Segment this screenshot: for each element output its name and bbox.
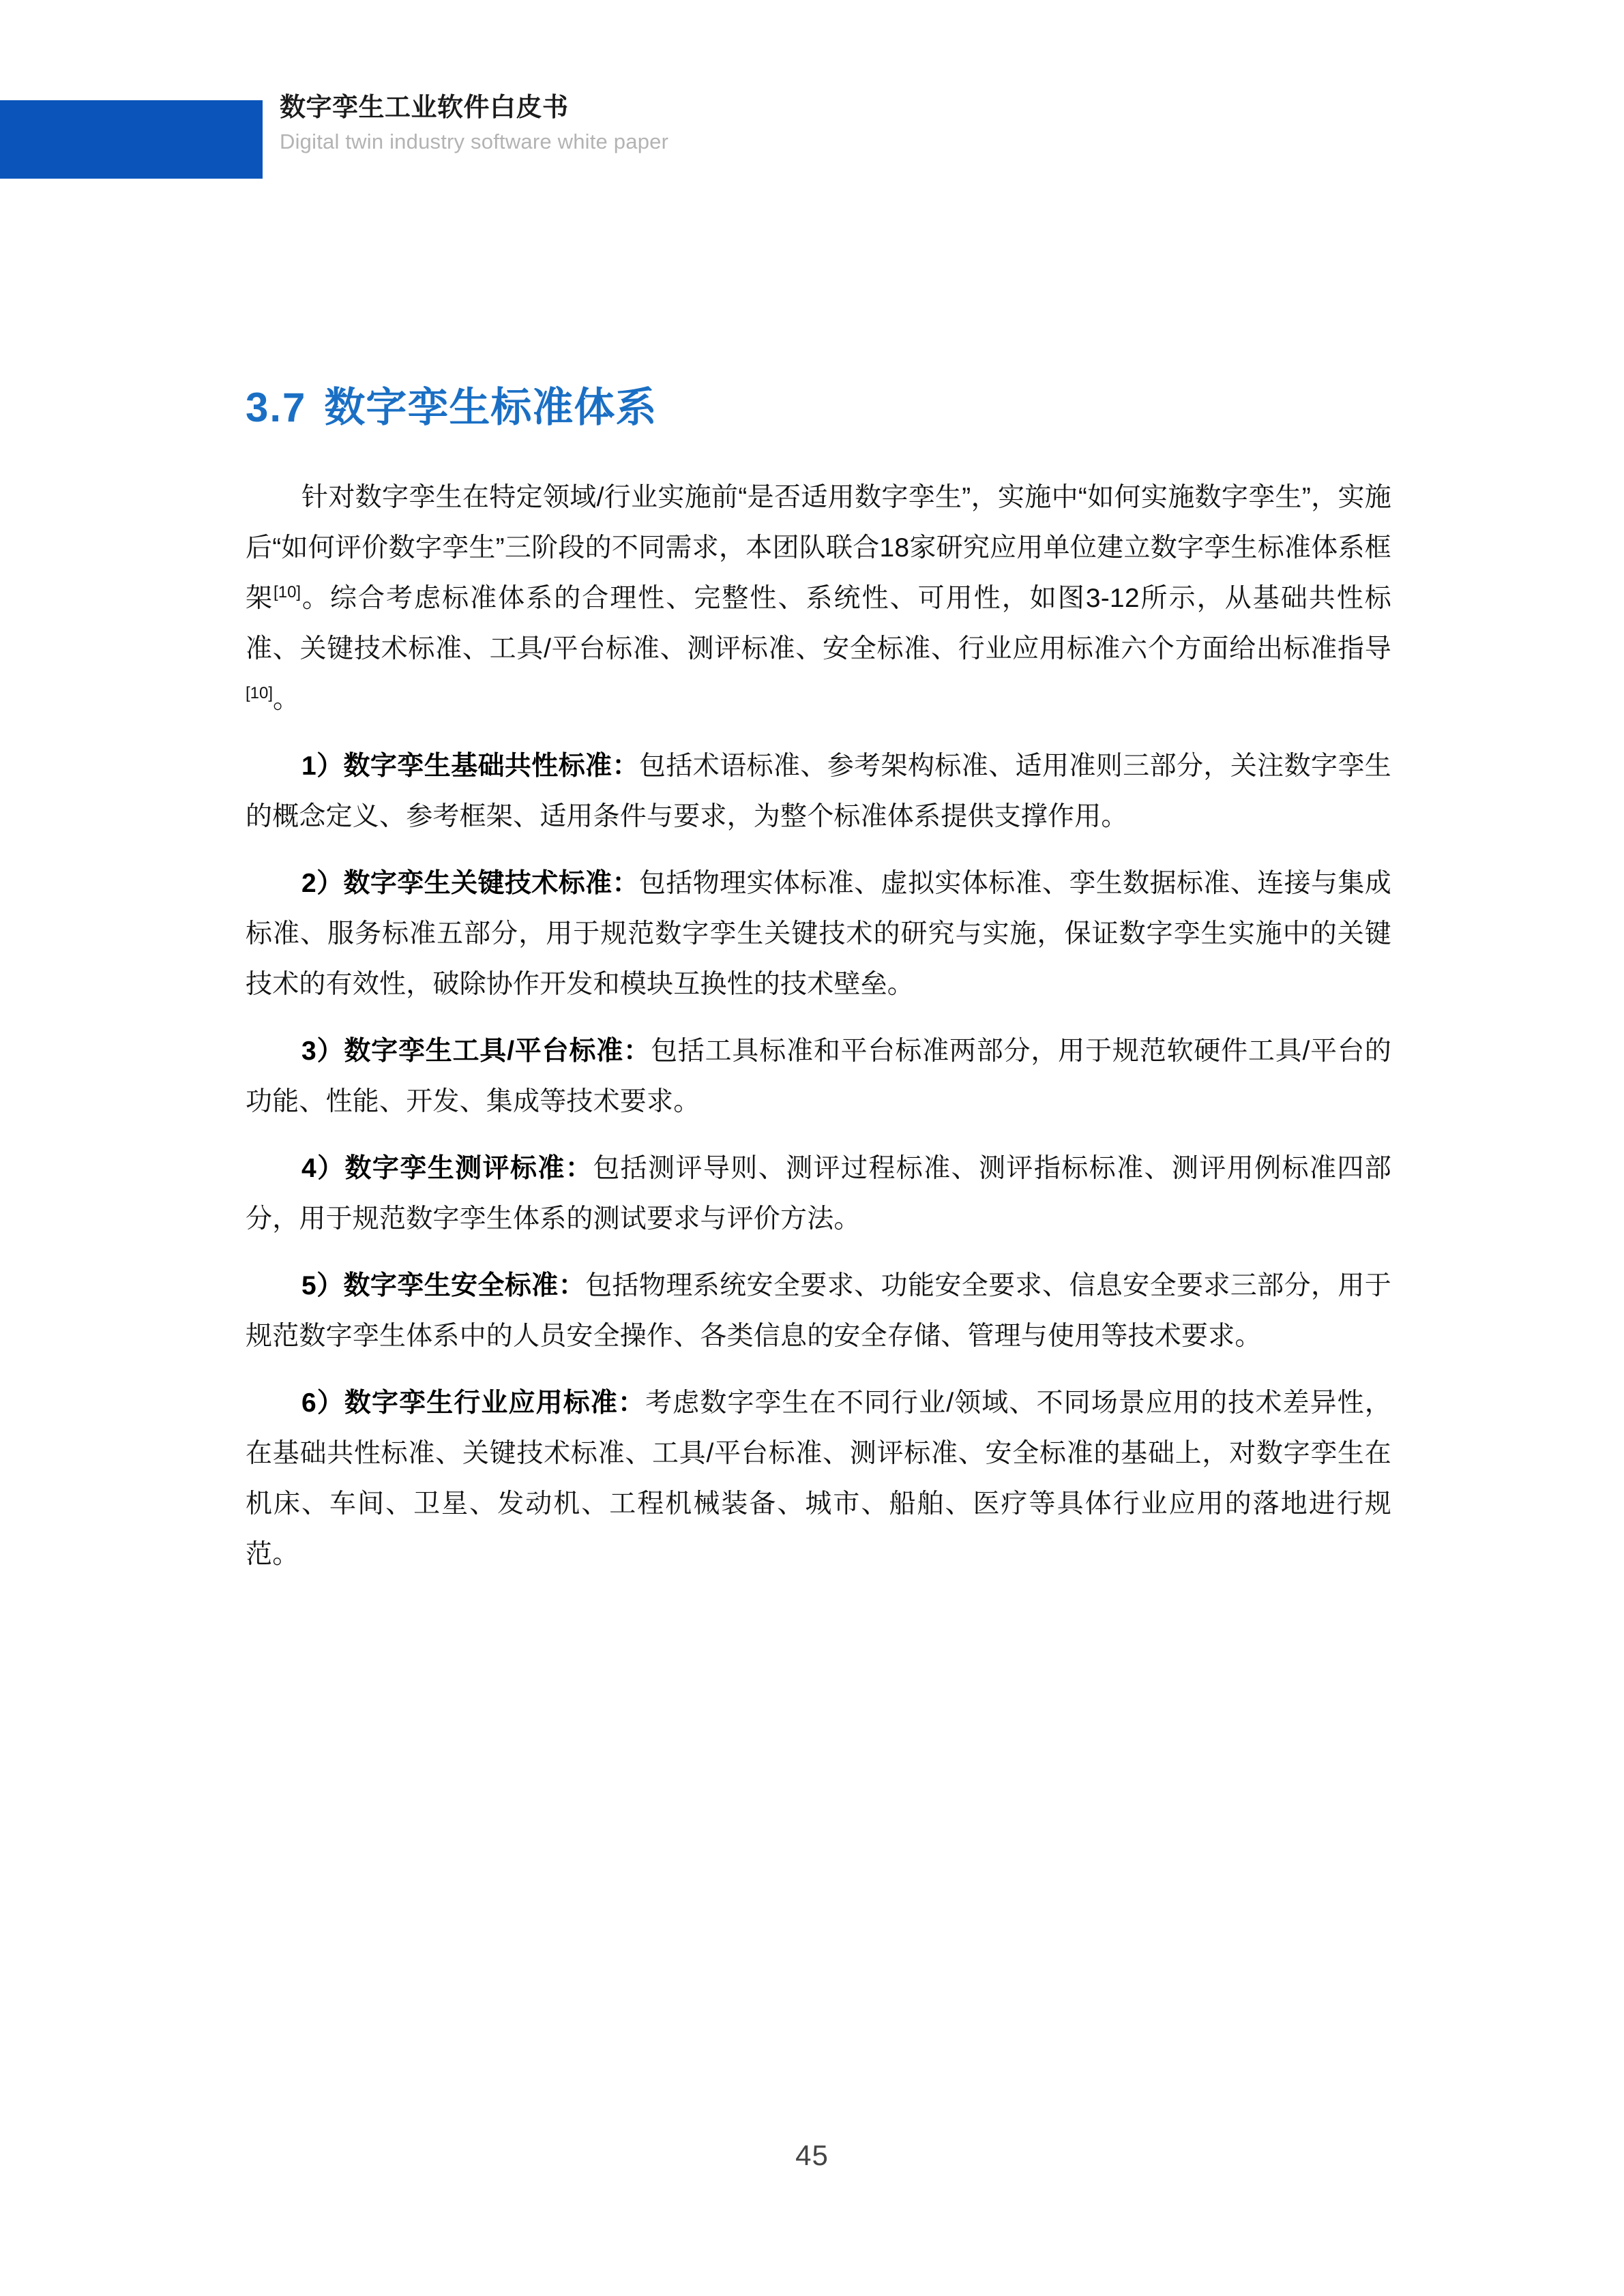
paragraph-item-2 (246, 859, 1391, 1010)
item-1-lead: 1）数字孪生基础共性标准： (301, 751, 639, 781)
item-4-body: 包括测评导则、测评过程标准、测评指标标准、测评用例标准四部分，用于规范数字孪生体系的测试要求与评价方法。 (246, 1154, 1391, 1234)
paragraph-intro (246, 473, 1391, 725)
intro-text-part-3: 。 (273, 685, 300, 714)
header-title-chinese: 数字孪生工业软件白皮书 (280, 93, 569, 122)
header-title-english: Digital twin industry software white paper (280, 130, 669, 154)
paragraph-item-6 (246, 1378, 1391, 1580)
section-heading (246, 382, 1391, 433)
paragraph-item-5 (246, 1261, 1391, 1362)
paragraph-item-3 (246, 1026, 1391, 1127)
header-accent-block (0, 100, 263, 179)
item-6-lead: 6）数字孪生行业应用标准： (301, 1388, 646, 1418)
page-number: 45 (795, 2139, 829, 2171)
item-3-lead: 3）数字孪生工具/平台标准： (301, 1037, 651, 1066)
item-6-body: 考虑数字孪生在不同行业/领域、不同场景应用的技术差异性，在基础共性标准、关键技术标准、工具/平台标准、测评标准、安全标准的基础上，对数字孪生在机床、车间、卫星、发动机、工程机械装备、城市、船舶、医疗等具体行业应用的落地进行规范。 (246, 1388, 1391, 1569)
reference-marker-10a: [10] (274, 583, 301, 601)
item-4-lead: 4）数字孪生测评标准： (301, 1154, 593, 1183)
item-2-body: 包括物理实体标准、虚拟实体标准、孪生数据标准、连接与集成标准、服务标准五部分，用于规范数字孪生关键技术的研究与实施，保证数字孪生实施中的关键技术的有效性，破除协作开发和模块互换性的技术壁垒。 (246, 869, 1391, 999)
item-2-lead: 2）数字孪生关键技术标准： (301, 869, 639, 898)
header-text-group (280, 91, 1235, 154)
paragraph-item-1 (246, 741, 1391, 842)
item-5-lead: 5）数字孪生安全标准： (301, 1271, 586, 1300)
paragraph-item-4 (246, 1144, 1391, 1244)
reference-marker-10b: [10] (246, 684, 274, 702)
intro-text-part-1: 针对数字孪生在特定领域/行业实施前“是否适用数字孪生”，实施中“如何实施数字孪生”，实施后“如何评价数字孪生”三阶段的不同需求，本团队联合18家研究应用单位建立数字孪生标准体系框架 (246, 483, 1391, 613)
item-3-body: 包括工具标准和平台标准两部分，用于规范软硬件工具/平台的功能、性能、开发、集成等技术要求。 (246, 1037, 1392, 1116)
page-header (0, 93, 1624, 179)
section-number: 3.7 (246, 385, 307, 430)
intro-text-part-2: 。综合考虑标准体系的合理性、完整性、系统性、可用性，如图3-12所示，从基础共性标准、关键技术标准、工具/平台标准、测评标准、安全标准、行业应用标准六个方面给出标准指导 (246, 584, 1392, 664)
item-1-body: 包括术语标准、参考架构标准、适用准则三部分，关注数字孪生的概念定义、参考框架、适用条件与要求，为整个标准体系提供支撑作用。 (246, 751, 1391, 831)
section-title: 数字孪生标准体系 (324, 385, 658, 430)
item-5-body: 包括物理系统安全要求、功能安全要求、信息安全要求三部分，用于规范数字孪生体系中的人员安全操作、各类信息的安全存储、管理与使用等技术要求。 (246, 1271, 1391, 1351)
content-column (246, 382, 1391, 1580)
